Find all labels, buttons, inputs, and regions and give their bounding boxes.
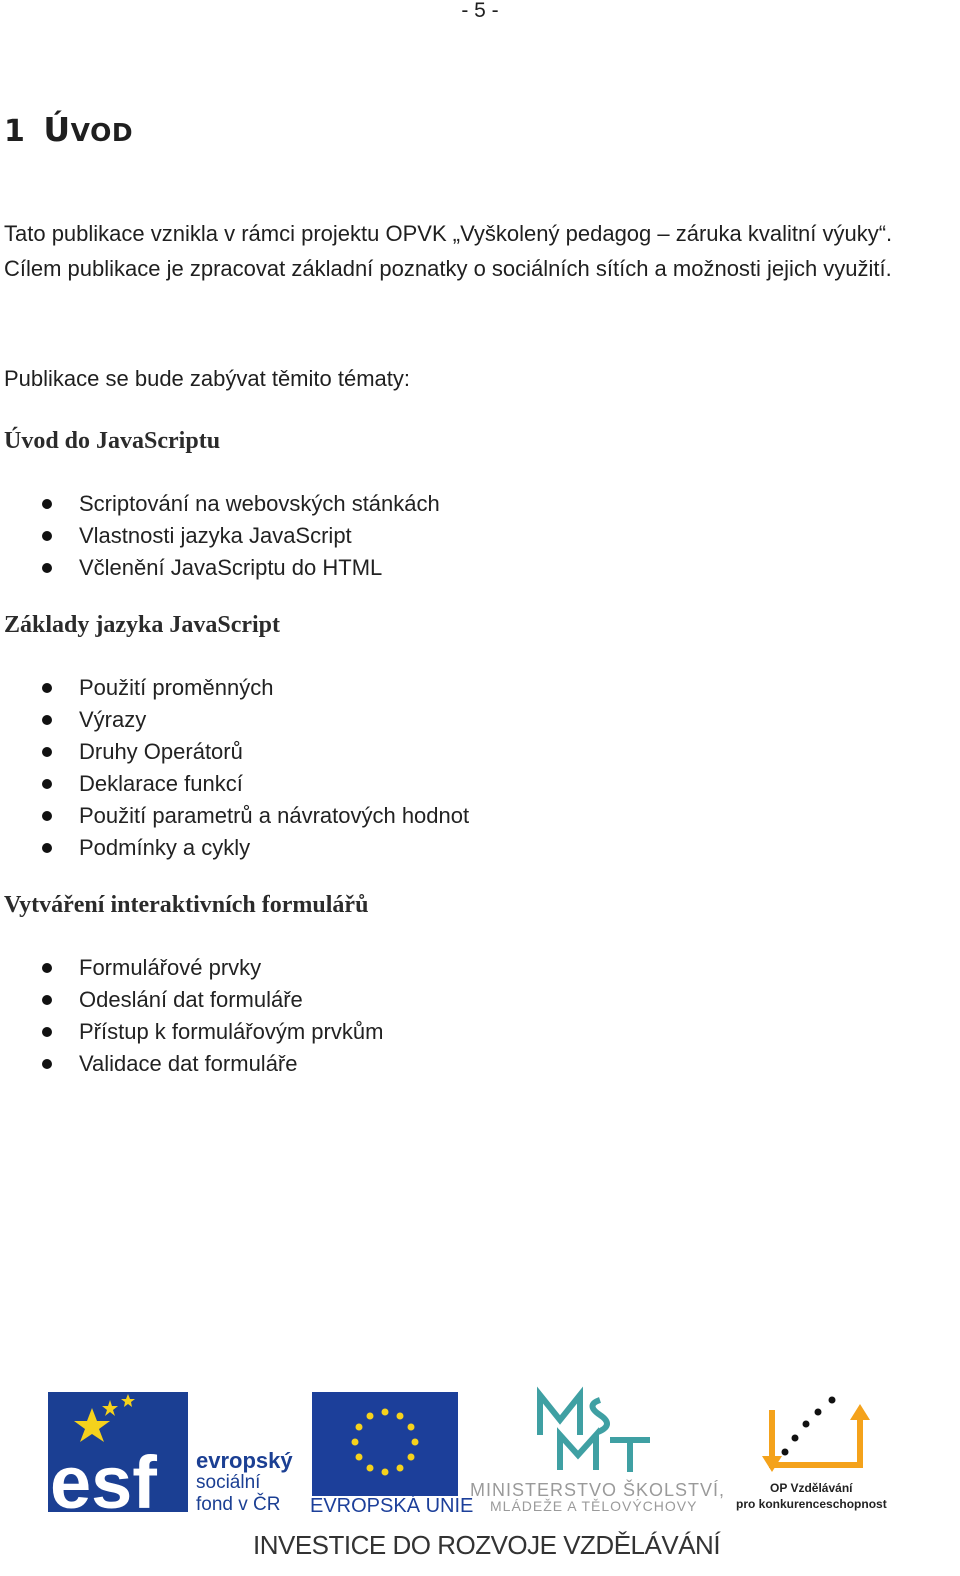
bullet-icon xyxy=(42,747,52,757)
list-item-label: Vlastnosti jazyka JavaScript xyxy=(79,523,352,548)
intro-paragraph xyxy=(4,216,960,286)
list-item-label: Deklarace funkcí xyxy=(79,771,243,796)
list-item-label: Odeslání dat formuláře xyxy=(79,987,303,1012)
bullet-icon xyxy=(42,995,52,1005)
bullet-icon xyxy=(42,963,52,973)
msmt-line2: MLÁDEŽE A TĚLOVÝCHOVY xyxy=(490,1498,698,1514)
chapter-number: 1 xyxy=(4,114,26,149)
bullet-icon xyxy=(42,843,52,853)
list-item-label: Druhy Operátorů xyxy=(79,739,243,764)
section-heading: Základy jazyka JavaScript xyxy=(4,612,281,638)
esf-line2: sociální xyxy=(196,1472,261,1493)
chapter-title xyxy=(4,110,133,149)
esf-line1: evropský xyxy=(196,1448,293,1473)
msmt-logo xyxy=(470,1395,725,1514)
bullet-icon xyxy=(42,1027,52,1037)
eu-label: EVROPSKÁ UNIE xyxy=(310,1495,474,1517)
list-item-label: Podmínky a cykly xyxy=(79,835,251,860)
list-item-label: Výrazy xyxy=(79,707,147,732)
op-dots-icon xyxy=(782,1397,836,1456)
list-item-label: Přístup k formulářovým prvkům xyxy=(79,1019,384,1044)
bullet-icon xyxy=(42,499,52,509)
op-line1: OP Vzdělávání xyxy=(770,1481,853,1495)
bullet-icon xyxy=(42,1059,52,1069)
bullet-icon xyxy=(42,683,52,693)
bullet-icon xyxy=(42,531,52,541)
list-item-label: Použití proměnných xyxy=(79,675,274,700)
esf-logo xyxy=(48,1392,293,1524)
chapter-title-initial: Ú xyxy=(43,110,71,149)
op-line2: pro konkurenceschopnost xyxy=(736,1497,887,1511)
op-logo xyxy=(736,1397,887,1512)
list-item-label: Scriptování na webovských stánkách xyxy=(79,491,440,516)
intro-line: Tato publikace vznikla v rámci projektu OPVK „Vyškolený pedagog – záruka kvalitní výuky“. xyxy=(4,221,893,246)
bullet-icon xyxy=(42,715,52,725)
page-number: - 5 - xyxy=(461,0,499,22)
list-item-label: Validace dat formuláře xyxy=(79,1051,298,1076)
msmt-line1: MINISTERSTVO ŠKOLSTVÍ, xyxy=(470,1480,726,1500)
eu-flag-logo xyxy=(310,1392,473,1517)
bullet-icon xyxy=(42,779,52,789)
bullet-icon xyxy=(42,811,52,821)
footer-slogan: INVESTICE DO ROZVOJE VZDĚLÁVÁNÍ xyxy=(253,1530,721,1560)
bullet-icon xyxy=(42,563,52,573)
esf-line3: fond v ČR xyxy=(196,1494,281,1515)
section-heading: Úvod do JavaScriptu xyxy=(4,428,221,454)
section-heading: Vytváření interaktivních formulářů xyxy=(4,892,369,918)
esf-mark: esf xyxy=(50,1441,157,1524)
intro-line: Cílem publikace je zpracovat základní poznatky o sociálních sítích a možnosti jejich využití. xyxy=(4,256,892,281)
chapter-title-rest: VOD xyxy=(70,118,134,147)
list-item-label: Včlenění JavaScriptu do HTML xyxy=(79,555,383,580)
list-item-label: Použití parametrů a návratových hodnot xyxy=(79,803,470,828)
list-item-label: Formulářové prvky xyxy=(79,955,262,980)
topics-intro: Publikace se bude zabývat těmito tématy: xyxy=(4,366,410,391)
